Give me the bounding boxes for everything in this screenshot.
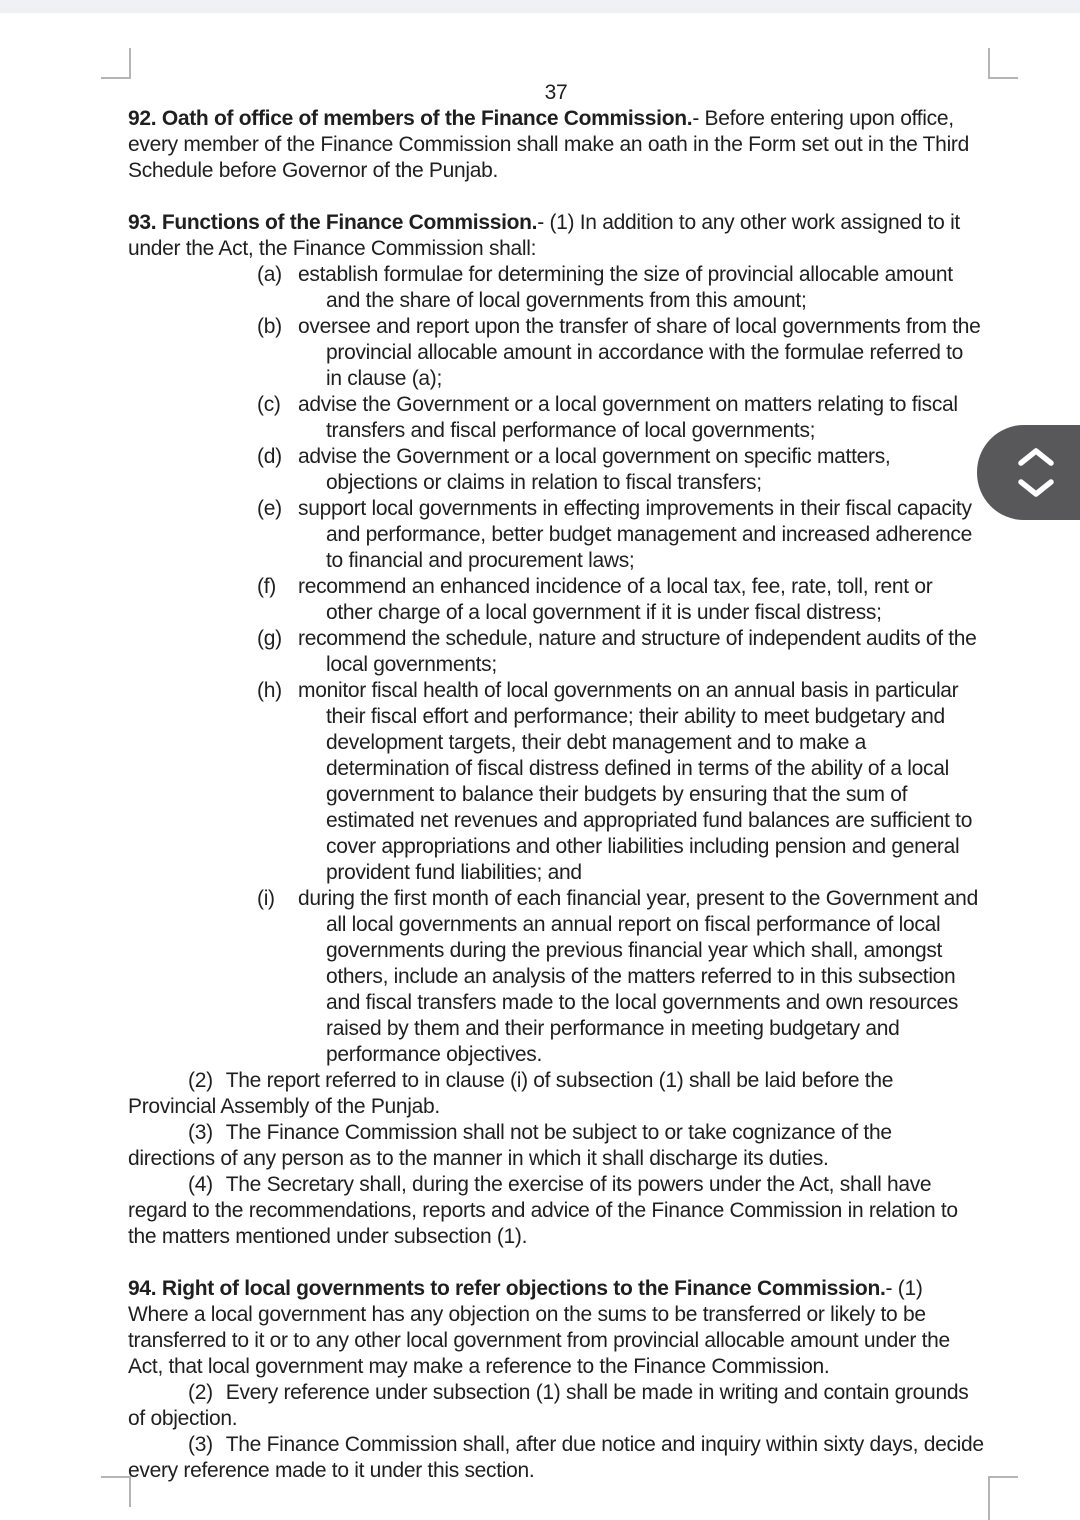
- subsection-marker: (4): [188, 1173, 213, 1196]
- clause-a-label: (a): [257, 263, 282, 286]
- subsection-text: The Finance Commission shall not be subject to or take cognizance of the directions of any person as to the manner in which it shall discharge its duties.: [128, 1121, 892, 1170]
- top-strip: [0, 0, 1080, 13]
- clause-h-label: (h): [257, 679, 282, 702]
- subsection-marker: (3): [188, 1121, 213, 1144]
- scroll-widget[interactable]: [977, 425, 1080, 520]
- clause-d: [128, 444, 984, 496]
- clause-g-label: (g): [257, 627, 282, 650]
- clause-b-text: oversee and report upon the transfer of share of local governments from the provincial allocable amount in accordance with the formulae referred to in clause (a);: [298, 315, 981, 390]
- clause-c-text: advise the Government or a local government on matters relating to fiscal transfers and fiscal performance of local governments;: [298, 393, 958, 442]
- chevron-up-icon[interactable]: [1014, 446, 1058, 468]
- clause-e-text: support local governments in effecting improvements in their fiscal capacity and performance, better budget management and increased adherence to financial and procurement laws;: [298, 497, 972, 572]
- subsection-text: The report referred to in clause (i) of subsection (1) shall be laid before the Provincial Assembly of the Punjab.: [128, 1069, 894, 1118]
- clause-h: [128, 678, 984, 886]
- section-93-heading: 93. Functions of the Finance Commission.: [128, 211, 538, 234]
- clause-i-text: during the first month of each financial year, present to the Government and all local governments an annual report on fiscal performance of local governments during the previous financial year which shall, amongst others, include an analysis of the matters referred to in this subsection and fiscal transfers made to the local governments and own resources raised by them and their performance in meeting budgetary and performance objectives.: [298, 887, 978, 1066]
- clause-f-label: (f): [257, 575, 276, 598]
- subsection-text: Every reference under subsection (1) shall be made in writing and contain grounds of objection.: [128, 1381, 969, 1430]
- crop-mark-top-right: [988, 48, 1018, 79]
- section-94-paragraph: [128, 1276, 984, 1380]
- section-93-subsection-4: [128, 1172, 984, 1250]
- clause-e: [128, 496, 984, 574]
- section-92-paragraph: [128, 106, 984, 184]
- page-number: 37: [544, 81, 568, 104]
- clause-g-text: recommend the schedule, nature and structure of independent audits of the local governments;: [298, 627, 977, 676]
- section-93-paragraph: [128, 210, 984, 262]
- clause-b: [128, 314, 984, 392]
- clause-a-text: establish formulae for determining the size of provincial allocable amount and the share of local governments from this amount;: [298, 263, 953, 312]
- chevron-down-icon[interactable]: [1014, 477, 1058, 499]
- clause-a: [128, 262, 984, 314]
- clause-c: [128, 392, 984, 444]
- subsection-marker: (2): [188, 1069, 213, 1092]
- clause-d-label: (d): [257, 445, 282, 468]
- clause-b-label: (b): [257, 315, 282, 338]
- crop-mark-bottom-left: [101, 1476, 131, 1507]
- crop-mark-bottom-right: [988, 1476, 1018, 1520]
- clause-i-label: (i): [257, 887, 275, 910]
- clause-i: [128, 886, 984, 1068]
- subsection-text: The Secretary shall, during the exercise of its powers under the Act, shall have regard to the recommendations, reports and advice of the Finance Commission in relation to the matters mentioned under subsection (1).: [128, 1173, 958, 1248]
- section-93-subsection-3: [128, 1120, 984, 1172]
- clause-f-text: recommend an enhanced incidence of a local tax, fee, rate, toll, rent or other charge of a local government if it is under fiscal distress;: [298, 575, 933, 624]
- section-93-clause-list: [128, 262, 984, 1068]
- section-92-body: - Before entering upon office, every member of the Finance Commission shall make an oath in the Form set out in the Third Schedule before Governor of the Punjab.: [128, 107, 970, 182]
- section-93-subsection-2: [128, 1068, 984, 1120]
- section-94-subsection-3: [128, 1432, 984, 1484]
- subsection-text: The Finance Commission shall, after due notice and inquiry within sixty days, decide every reference made to it under this section.: [128, 1433, 984, 1482]
- subsection-marker: (2): [188, 1381, 213, 1404]
- section-93-body: - (1) In addition to any other work assigned to it under the Act, the Finance Commission shall:: [128, 211, 960, 260]
- clause-f: [128, 574, 984, 626]
- crop-mark-top-left: [101, 48, 131, 79]
- section-92-heading: 92. Oath of office of members of the Finance Commission.: [128, 107, 693, 130]
- clause-c-label: (c): [257, 393, 281, 416]
- document-page: [128, 80, 984, 1484]
- clause-e-label: (e): [257, 497, 282, 520]
- clause-d-text: advise the Government or a local government on specific matters, objections or claims in relation to fiscal transfers;: [298, 445, 891, 494]
- clause-h-text: monitor fiscal health of local governments on an annual basis in particular their fiscal effort and performance; their ability to meet budgetary and development targets, their debt management and to make a determination of fiscal distress defined in terms of the ability of a local government to balance their budgets by ensuring that the sum of estimated net revenues and appropriated fund balances are sufficient to cover appropriations and other liabilities including pension and general provident fund liabilities; and: [298, 679, 973, 884]
- clause-g: [128, 626, 984, 678]
- section-94-subsection-2: [128, 1380, 984, 1432]
- subsection-marker: (3): [188, 1433, 213, 1456]
- section-94-body: - (1) Where a local government has any objection on the sums to be transferred or likely to be transferred to it or to any other local government from provincial allocable amount under the Act, that local government may make a reference to the Finance Commission.: [128, 1277, 950, 1378]
- section-94-heading: 94. Right of local governments to refer objections to the Finance Commission.: [128, 1277, 886, 1300]
